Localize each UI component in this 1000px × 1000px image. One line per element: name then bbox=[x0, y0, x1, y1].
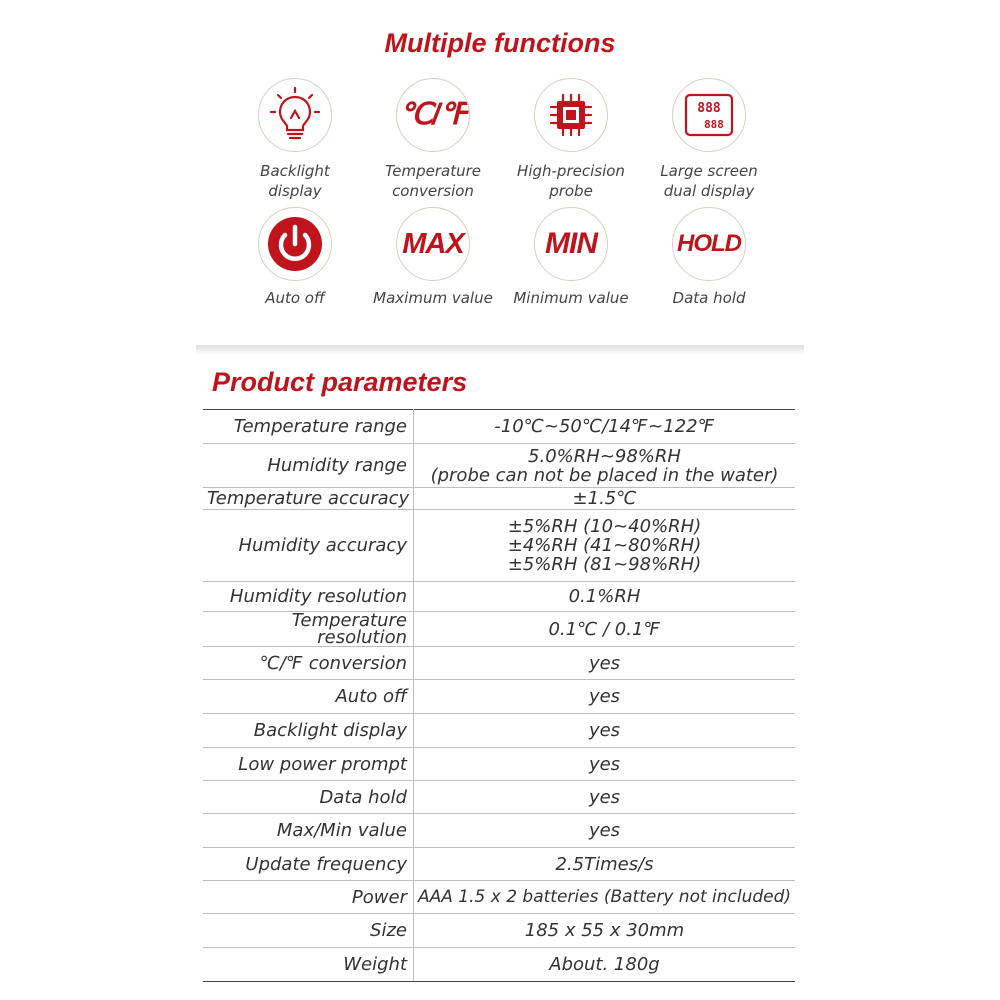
param-row bbox=[203, 848, 795, 881]
param-row bbox=[203, 881, 795, 914]
feature-label: Data hold bbox=[672, 289, 746, 307]
param-value: yes bbox=[414, 814, 796, 848]
feature-dual-display bbox=[639, 78, 779, 201]
celsius-fahrenheit-icon bbox=[396, 78, 470, 152]
param-row bbox=[203, 410, 795, 444]
param-row bbox=[203, 510, 795, 582]
param-key: Max/Min value bbox=[203, 814, 414, 848]
param-row bbox=[203, 748, 795, 781]
min-icon bbox=[534, 207, 608, 281]
param-row bbox=[203, 647, 795, 680]
param-value: yes bbox=[414, 647, 796, 680]
param-key: Low power prompt bbox=[203, 748, 414, 781]
param-value: 185 x 55 x 30mm bbox=[414, 914, 796, 948]
param-value: ±5%RH (10~40%RH) ±4%RH (41~80%RH) ±5%RH (81~98%RH) bbox=[414, 510, 796, 582]
param-key: Size bbox=[203, 914, 414, 948]
feature-label: Minimum value bbox=[513, 289, 629, 307]
param-row bbox=[203, 612, 795, 647]
param-row bbox=[203, 444, 795, 488]
param-key: Power bbox=[203, 881, 414, 914]
badge-text: HOLD bbox=[677, 230, 741, 257]
param-key: Humidity accuracy bbox=[203, 510, 414, 582]
param-key: Humidity range bbox=[203, 444, 414, 488]
param-key: Backlight display bbox=[203, 714, 414, 748]
section-divider bbox=[196, 345, 804, 355]
param-value: 0.1%RH bbox=[414, 582, 796, 612]
param-row bbox=[203, 781, 795, 814]
param-value: yes bbox=[414, 714, 796, 748]
feature-label: Large screen dual display bbox=[660, 162, 758, 200]
param-value: About. 180g bbox=[414, 948, 796, 982]
feature-hold bbox=[639, 207, 779, 308]
param-key: ℃/℉ conversion bbox=[203, 647, 414, 680]
param-row bbox=[203, 680, 795, 714]
feature-label: Backlight display bbox=[260, 162, 330, 200]
hold-icon bbox=[672, 207, 746, 281]
param-value: 5.0%RH~98%RH (probe can not be placed in the water) bbox=[414, 444, 796, 488]
dual-display-icon bbox=[672, 78, 746, 152]
param-key: Auto off bbox=[203, 680, 414, 714]
badge-text: MAX bbox=[402, 227, 464, 260]
param-row bbox=[203, 714, 795, 748]
param-value: yes bbox=[414, 748, 796, 781]
param-row bbox=[203, 582, 795, 612]
power-icon bbox=[258, 207, 332, 281]
chip-probe-icon bbox=[534, 78, 608, 152]
feature-probe bbox=[501, 78, 641, 201]
param-key: Temperature resolution bbox=[203, 612, 414, 647]
lightbulb-icon bbox=[258, 78, 332, 152]
badge-text: MIN bbox=[545, 227, 597, 260]
parameters-table bbox=[203, 409, 795, 982]
param-value: -10℃~50℃/14℉~122℉ bbox=[414, 410, 796, 444]
param-key: Weight bbox=[203, 948, 414, 982]
param-value: yes bbox=[414, 781, 796, 814]
param-value: 0.1℃ / 0.1℉ bbox=[414, 612, 796, 647]
param-key: Temperature range bbox=[203, 410, 414, 444]
display-digits-bottom: 888 bbox=[704, 118, 724, 131]
feature-grid bbox=[225, 78, 785, 310]
feature-label: Auto off bbox=[265, 289, 325, 307]
param-row bbox=[203, 914, 795, 948]
param-key: Humidity resolution bbox=[203, 582, 414, 612]
feature-max bbox=[363, 207, 503, 308]
param-value: AAA 1.5 x 2 batteries (Battery not included) bbox=[414, 881, 796, 914]
max-icon bbox=[396, 207, 470, 281]
badge-text: ℃/℉ bbox=[399, 98, 467, 131]
param-key: Update frequency bbox=[203, 848, 414, 881]
param-row bbox=[203, 814, 795, 848]
parameters-title: Product parameters bbox=[212, 367, 468, 397]
feature-min bbox=[501, 207, 641, 308]
param-key: Temperature accuracy bbox=[203, 488, 414, 510]
functions-title: Multiple functions bbox=[384, 28, 616, 58]
feature-backlight bbox=[225, 78, 365, 201]
feature-auto-off bbox=[225, 207, 365, 308]
feature-label: Temperature conversion bbox=[384, 162, 482, 200]
feature-label: Maximum value bbox=[373, 289, 493, 307]
param-row bbox=[203, 948, 795, 982]
param-key: Data hold bbox=[203, 781, 414, 814]
param-row bbox=[203, 488, 795, 510]
feature-temp-conversion bbox=[363, 78, 503, 201]
param-value: 2.5Times/s bbox=[414, 848, 796, 881]
param-value: yes bbox=[414, 680, 796, 714]
feature-label: High-precision probe bbox=[517, 162, 625, 200]
display-digits-top: 888 bbox=[697, 101, 721, 116]
param-value: ±1.5℃ bbox=[414, 488, 796, 510]
